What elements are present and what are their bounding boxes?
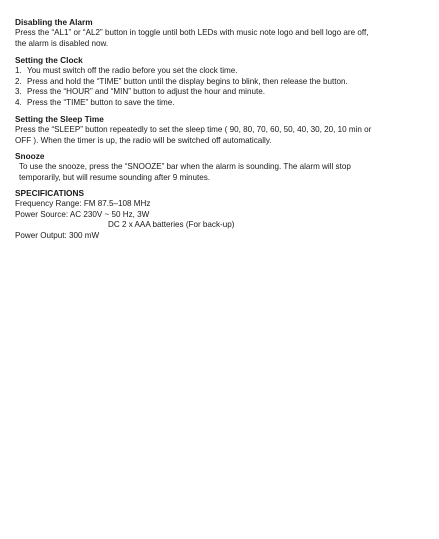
list-item: [15, 87, 433, 98]
list-item: [15, 98, 433, 109]
sleep-line-2: OFF ). When the timer is up, the radio will be switched off automatically.: [15, 136, 272, 146]
alarm-line-1: Press the “AL1” or “AL2” button in toggle until both LEDs with music note logo and bell logo are off,: [15, 27, 369, 37]
section-setting-clock: [15, 55, 433, 110]
step-text: Press the “HOUR” and “MIN” button to adjust the hour and minute.: [27, 87, 265, 97]
step-text: Press and hold the “TIME” button until the display begins to blink, then release the button.: [27, 76, 348, 86]
section-title-snooze: Snooze: [15, 150, 45, 161]
step-number: 3.: [15, 87, 22, 97]
section-title-clock: Setting the Clock: [15, 54, 83, 65]
step-number: 1.: [15, 65, 22, 75]
manual-page: [15, 17, 433, 242]
step-text: Press the “TIME” button to save the time.: [27, 98, 175, 108]
spec-battery: DC 2 x AAA batteries (For back-up): [108, 220, 235, 230]
section-snooze: [15, 151, 433, 184]
snooze-line-2: temporarily, but will resume sounding after 9 minutes.: [19, 172, 211, 182]
list-item: [15, 66, 433, 77]
step-number: 2.: [15, 76, 22, 86]
section-sleep-time: [15, 114, 433, 147]
spec-power-output: Power Output: 300 mW: [15, 231, 100, 241]
alarm-line-2: the alarm is disabled now.: [15, 38, 109, 48]
spec-frequency: Frequency Range: FM 87.5–108 MHz: [15, 198, 151, 208]
section-disabling-alarm: [15, 17, 433, 50]
section-title-alarm: Disabling the Alarm: [15, 17, 93, 27]
section-specifications: [15, 188, 433, 243]
section-title-sleep: Setting the Sleep Time: [15, 114, 104, 125]
step-number: 4.: [15, 98, 22, 108]
list-item: [15, 77, 433, 88]
snooze-line-1: To use the snooze, press the “SNOOZE” bar when the alarm is sounding. The alarm will stop: [19, 161, 351, 171]
section-title-specs: SPECIFICATIONS: [15, 187, 84, 198]
step-text: You must switch off the radio before you set the clock time.: [27, 65, 238, 75]
spec-power-source: Power Source: AC 230V ~ 50 Hz, 3W: [15, 209, 150, 219]
sleep-line-1: Press the “SLEEP” button repeatedly to set the sleep time ( 90, 80, 70, 60, 50, 40, 30, 20, 10 min or: [15, 125, 372, 135]
clock-steps-list: [15, 66, 433, 110]
